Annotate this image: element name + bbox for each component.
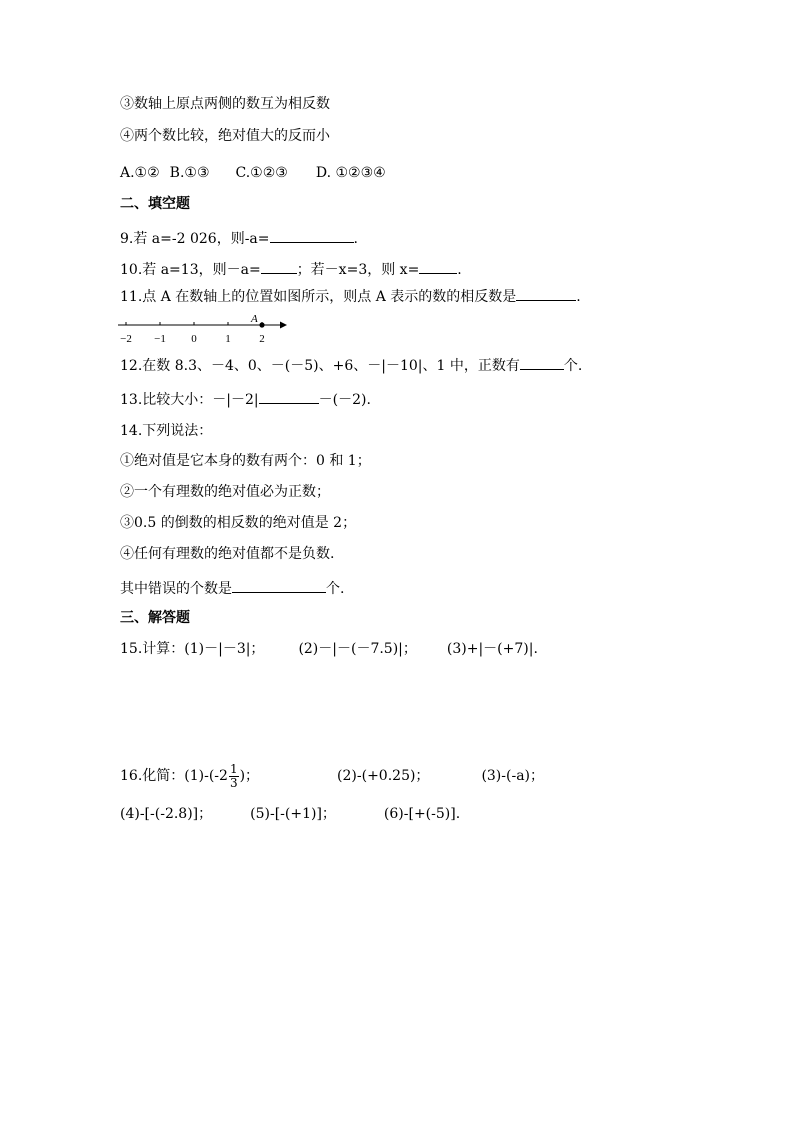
question-16-part-3: (3)-(-a)； [481,768,544,784]
choice-b: B.①③ [169,165,210,181]
choice-c: C.①②③ [235,165,288,181]
question-9-text: 9.若 a=-2 026，则-a= [120,231,270,247]
tick-label: −1 [154,333,166,345]
question-16-part-1: (1)-(-2 [184,768,228,784]
question-14-ask-text: 其中错误的个数是 [120,581,232,597]
section-heading-fill-in: 二、填空题 [120,196,190,212]
choice-d: D. ①②③④ [315,165,386,181]
question-15-label: 15.计算： [120,641,185,657]
tick-label: −2 [120,333,132,345]
fraction-denominator: 3 [229,775,238,790]
question-15-part-1: (1)－|－3|； [184,641,265,657]
statement-4: ④两个数比较，绝对值大的反而小 [120,128,330,144]
number-line-figure [116,312,296,348]
question-9 [120,228,358,248]
question-15-part-2: (2)－|－(－7.5)|； [298,641,417,657]
question-14-item-2: ②一个有理数的绝对值必为正数； [120,484,330,500]
answer-blank [232,578,326,593]
question-14-item-1: ①绝对值是它本身的数有两个：0 和 1； [120,453,371,469]
tick-label: 2 [259,333,265,345]
question-11-text: 11.点 A 在数轴上的位置如图所示，则点 A 表示的数的相反数是 [120,289,517,305]
answer-blank [259,389,319,404]
question-15-part-3: (3)+|－(+7)|. [446,641,538,657]
question-16 [120,760,544,792]
question-15 [120,640,538,658]
question-14-item-4: ④任何有理数的绝对值都不是负数. [120,546,335,562]
fraction [229,763,239,790]
question-10 [120,259,462,279]
question-16-row-2 [120,805,460,823]
answer-blank [520,355,564,370]
section-heading-solve: 三、解答题 [120,610,190,626]
question-14-ask-end: 个. [326,581,345,597]
tick-label: 0 [191,333,197,345]
question-10-text-b: ；若－x=3，则 x= [296,262,420,278]
question-10-end: . [457,262,462,278]
question-14-title: 14.下列说法： [120,423,213,439]
answer-blank [270,228,354,243]
question-11-end: . [576,289,581,305]
question-13-text: 13.比较大小：－|－2| [120,392,259,408]
answer-blank [261,259,297,274]
question-12-text: 12.在数 8.3、－4、0、－(－5)、+6、－|－10|、1 中，正数有 [120,358,520,374]
statement-3: ③数轴上原点两侧的数互为相反数 [120,96,330,112]
question-13 [120,389,371,409]
question-16-part-4: (4)-[-(-2.8)]； [120,806,213,822]
question-16-part-1-end: )； [239,768,260,784]
point-a-label: A [251,313,258,325]
fraction-numerator: 1 [229,761,238,776]
choice-a: A.①② [120,165,160,181]
choice-row [120,164,386,182]
question-13-end: －(－2). [318,392,371,408]
question-14-item-3: ③0.5 的倒数的相反数的绝对值是 2； [120,515,357,531]
question-11 [120,286,581,306]
question-9-end: . [353,231,358,247]
point-a-marker [259,322,264,327]
answer-blank [516,286,576,301]
answer-blank [419,259,457,274]
question-16-part-5: (5)-[-(+1)]； [250,806,336,822]
question-16-part-2: (2)-(+0.25)； [337,768,430,784]
question-16-label: 16.化简： [120,768,185,784]
arrow-icon [280,322,287,329]
question-10-text-a: 10.若 a=13，则－a= [120,262,261,278]
question-16-part-6: (6)-[+(-5)]. [383,806,461,822]
question-12 [120,355,582,375]
question-14-ask [120,578,344,598]
question-12-end: 个. [563,358,583,374]
tick-label: 1 [225,333,231,345]
